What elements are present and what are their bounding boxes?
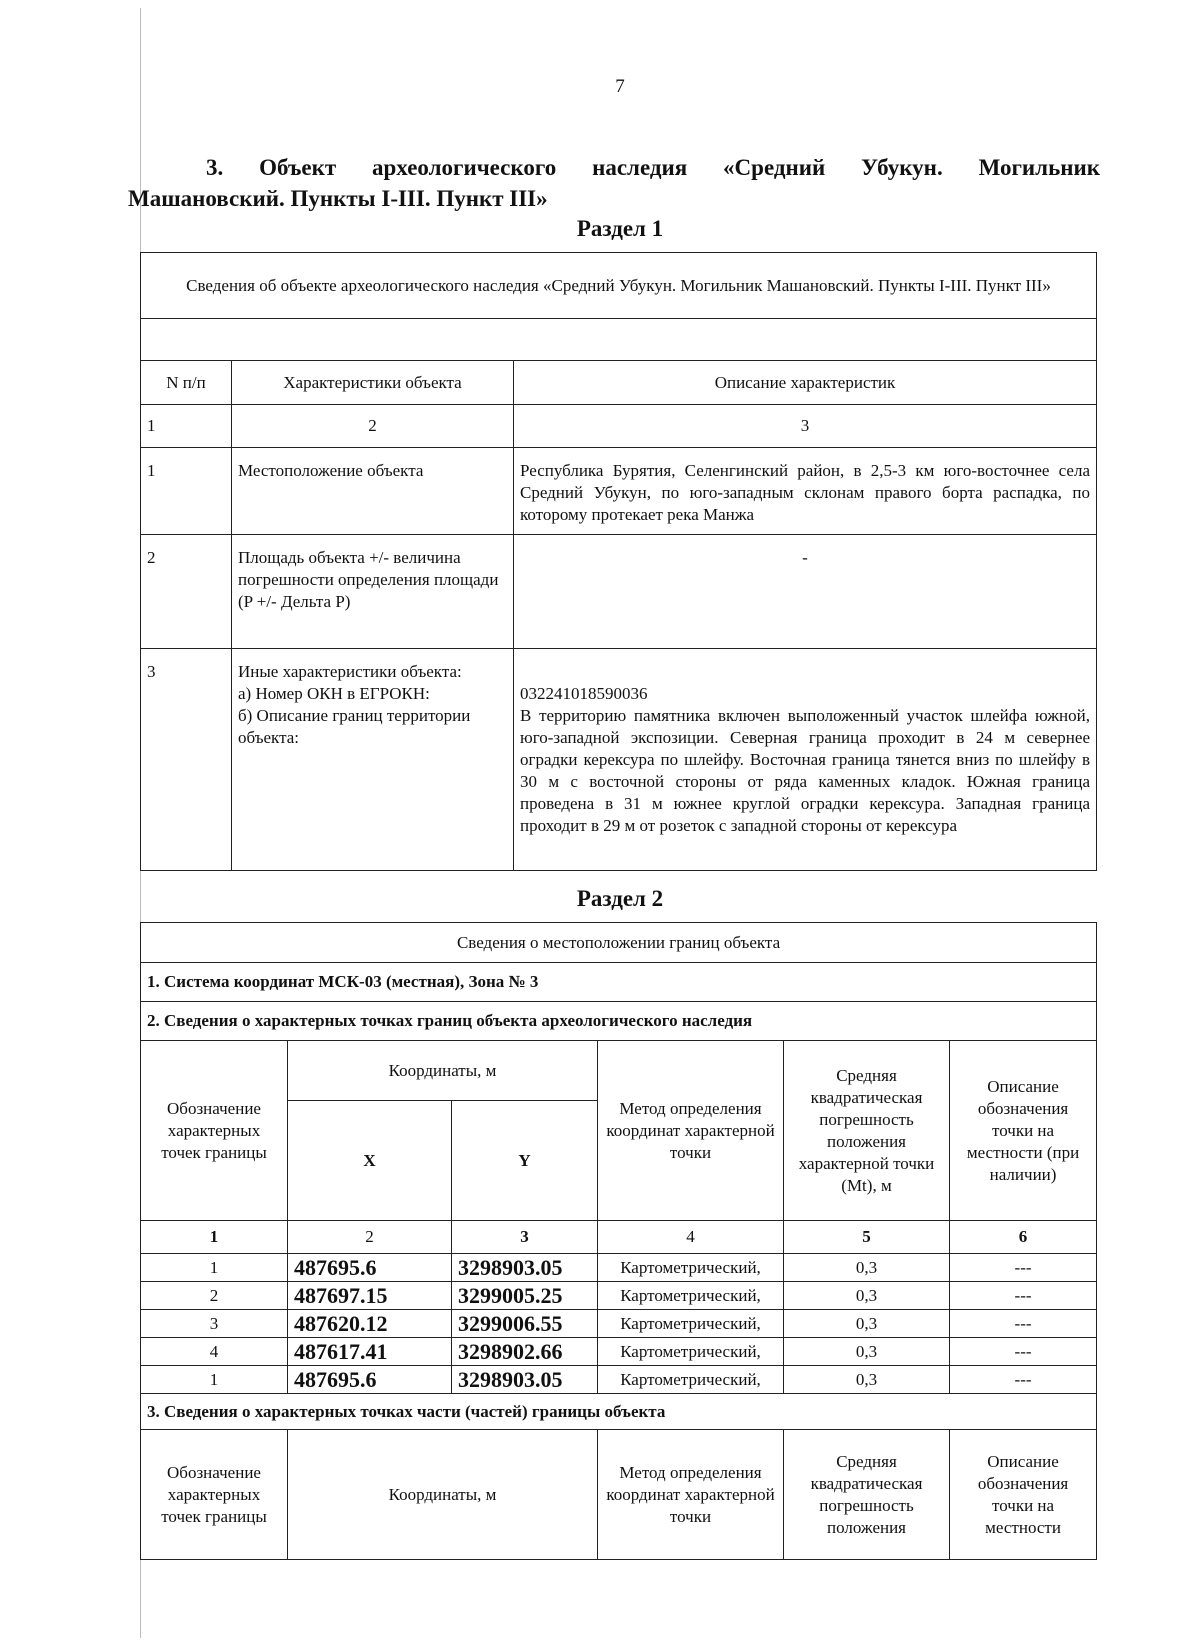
col-number: 6: [950, 1221, 1097, 1254]
table-row: [141, 1254, 1097, 1282]
parts-header-designation: Обозначение характерных точек границы: [141, 1430, 288, 1560]
row-description: [514, 649, 1097, 871]
boundary-description-label: б) Описание границ территории объекта:: [238, 706, 471, 747]
table-row: [141, 1366, 1097, 1394]
header-y: Y: [452, 1101, 598, 1221]
table-row: [141, 1310, 1097, 1338]
col-number: 5: [784, 1221, 950, 1254]
boundary-table: [140, 922, 1097, 1560]
point-error: 0,3: [784, 1366, 950, 1394]
col-number: 2: [288, 1221, 452, 1254]
other-characteristics-label: Иные характеристики объекта:: [238, 662, 462, 681]
column-number-2: 2: [232, 405, 514, 448]
column-number-1: 1: [141, 405, 232, 448]
parts-header-description: Описание обозначения точки на местности: [950, 1430, 1097, 1560]
point-id: 1: [141, 1366, 288, 1394]
object-info-caption: Сведения об объекте археологического наследия «Средний Убукун. Могильник Машановский. Пункты I-III. Пункт III»: [141, 253, 1097, 319]
header-number: N п/п: [141, 361, 232, 405]
row-description: -: [514, 535, 1097, 649]
point-description: ---: [950, 1366, 1097, 1394]
point-id: 4: [141, 1338, 288, 1366]
object-info-table: [140, 252, 1097, 871]
point-error: 0,3: [784, 1282, 950, 1310]
table-row: [141, 649, 1097, 871]
header-designation: Обозначение характерных точек границы: [141, 1041, 288, 1221]
point-y: 3298902.66: [452, 1338, 598, 1366]
point-method: Картометрический,: [598, 1366, 784, 1394]
header-error: Средняя квадратическая погрешность положения характерной точки (Mt), м: [784, 1041, 950, 1221]
point-y: 3298903.05: [452, 1254, 598, 1282]
empty-row: [141, 319, 1097, 361]
column-number-3: 3: [514, 405, 1097, 448]
point-x: 487620.12: [288, 1310, 452, 1338]
table-row: [141, 1338, 1097, 1366]
col-number: 1: [141, 1221, 288, 1254]
parts-header-error: Средняя квадратическая погрешность положения: [784, 1430, 950, 1560]
heading-line-1: 3. Объект археологического наследия «Средний Убукун. Могильник: [206, 155, 1100, 180]
col-number: 3: [452, 1221, 598, 1254]
point-method: Картометрический,: [598, 1282, 784, 1310]
point-id: 1: [141, 1254, 288, 1282]
okn-number-label: а) Номер ОКН в ЕГРОКН:: [238, 684, 430, 703]
point-id: 3: [141, 1310, 288, 1338]
point-method: Картометрический,: [598, 1254, 784, 1282]
object-heading: [128, 152, 1100, 214]
point-y: 3298903.05: [452, 1366, 598, 1394]
point-y: 3299005.25: [452, 1282, 598, 1310]
point-y: 3299006.55: [452, 1310, 598, 1338]
page-number: 7: [615, 76, 625, 97]
row-number: 1: [141, 448, 232, 535]
row-number: 2: [141, 535, 232, 649]
okn-number: 032241018590036: [520, 684, 648, 703]
point-description: ---: [950, 1282, 1097, 1310]
row-characteristic: [232, 649, 514, 871]
point-description: ---: [950, 1254, 1097, 1282]
col-number: 4: [598, 1221, 784, 1254]
point-description: ---: [950, 1338, 1097, 1366]
parts-header-method: Метод определения координат характерной точки: [598, 1430, 784, 1560]
heading-line-2: Машановский. Пункты I-III. Пункт III»: [128, 186, 548, 211]
point-method: Картометрический,: [598, 1338, 784, 1366]
point-description: ---: [950, 1310, 1097, 1338]
row-characteristic: Площадь объекта +/- величина погрешности определения площади (P +/- Дельта P): [232, 535, 514, 649]
section-2-title: Раздел 2: [576, 886, 664, 911]
row-number: 3: [141, 649, 232, 871]
header-description: Описание характеристик: [514, 361, 1097, 405]
table-row: [141, 1282, 1097, 1310]
table-row: [141, 448, 1097, 535]
header-x: X: [288, 1101, 452, 1221]
table-row: [141, 535, 1097, 649]
boundary-caption: Сведения о местоположении границ объекта: [141, 923, 1097, 963]
header-coordinates: Координаты, м: [288, 1041, 598, 1101]
section-1-title: Раздел 1: [576, 216, 664, 241]
point-x: 487695.6: [288, 1254, 452, 1282]
point-x: 487695.6: [288, 1366, 452, 1394]
point-error: 0,3: [784, 1254, 950, 1282]
row-characteristic: Местоположение объекта: [232, 448, 514, 535]
boundary-description: В территорию памятника включен выположенный участок шлейфа южной, юго-западной экспозиции. Северная граница проходит в 24 м севернее оградки керексура по шлейфу. Восточная граница тянется вниз по шлейфу в 30 м с восточной стороны от ряда каменных кладок. Южная граница проведена в 31 м южнее круглой оградки керексура. Западная граница проходит в 29 м от розеток с западной стороны от керексура: [520, 706, 1090, 835]
point-method: Картометрический,: [598, 1310, 784, 1338]
point-error: 0,3: [784, 1310, 950, 1338]
point-x: 487697.15: [288, 1282, 452, 1310]
row-description: Республика Бурятия, Селенгинский район, в 2,5-3 км юго-восточнее села Средний Убукун, по юго-западным склонам правого борта распадка, по которому протекает река Манжа: [514, 448, 1097, 535]
header-characteristics: Характеристики объекта: [232, 361, 514, 405]
header-point-description: Описание обозначения точки на местности (при наличии): [950, 1041, 1097, 1221]
coordinate-system: 1. Система координат МСК-03 (местная), Зона № 3: [141, 963, 1097, 1002]
header-method: Метод определения координат характерной точки: [598, 1041, 784, 1221]
point-id: 2: [141, 1282, 288, 1310]
parts-header-coordinates: Координаты, м: [288, 1430, 598, 1560]
point-error: 0,3: [784, 1338, 950, 1366]
parts-section-title: 3. Сведения о характерных точках части (частей) границы объекта: [141, 1394, 1097, 1430]
point-x: 487617.41: [288, 1338, 452, 1366]
points-section-title: 2. Сведения о характерных точках границ объекта археологического наследия: [141, 1002, 1097, 1041]
